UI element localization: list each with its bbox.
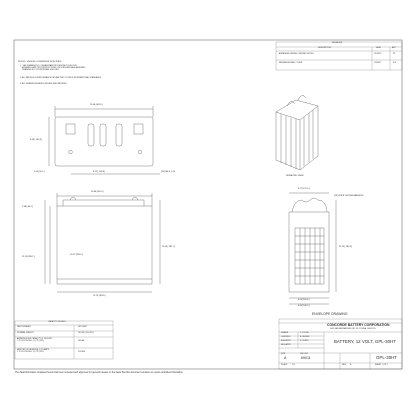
dim-front-left-height: 11.15 [283.2 ] <box>22 256 35 258</box>
dim-front-bottom-width: 12.75 [323.9 ] <box>93 295 106 297</box>
checked-label: CHECKED <box>281 336 291 338</box>
rev-value: B <box>350 364 352 366</box>
note-item-2: 2. ALL RATINGS & PERFORMANCE PER BATTERY COUNCIL INTERNATIONAL STANDARDS <box>20 77 101 79</box>
drawn-label: DRAWN <box>281 332 289 334</box>
note-item-3: 3. ALL DIMENSIONS ARE IN INCHES (MILLIMETERS) <box>20 83 67 85</box>
capacity-row-1-value: GPL-30HT <box>78 326 88 328</box>
dim-top-terminal-callout: (2X) M6 X 1.25 <box>161 171 175 173</box>
revisions-table <box>276 42 402 70</box>
isometric-view <box>276 95 318 170</box>
export-control-footer: The data/information contained herein has been reviewed and approved for general release on the basis that this document contains no export-controlled information. <box>15 372 184 374</box>
checked-value: E. SHIVER <box>300 336 310 338</box>
drawing-title: BATTERY, 12 VOLT, GPL-30HT <box>334 339 396 344</box>
revision-row-1-approved: RT <box>393 53 396 55</box>
dim-side-bottom-width2: 6.69 [169.9 ] <box>298 305 310 307</box>
capacity-table-title: CAPACITY DETAILS <box>48 321 66 323</box>
revisions-col-approved: APP <box>392 47 396 49</box>
scale-label: SCALE <box>281 364 288 366</box>
rev-label: REV <box>342 364 346 366</box>
company-name: CONCORDE BATTERY CORPORATION <box>327 323 390 327</box>
drawn-value: J.T. FORD <box>300 332 309 334</box>
revisions-header: REVISIONS <box>332 42 343 44</box>
dim-top-terminal-spacing: 6.25 [ 158.8 ] <box>93 171 106 173</box>
revision-row-1-description: ARRANGED WIRING, REVISED NOTES <box>279 53 314 55</box>
capacity-row-2-value: 70 LBS [ 31.8 KG ] <box>78 332 94 334</box>
capacity-row-4-label: MINUTES OF RESERVE @ 25 AMPS 1.75 VOLTS/CELL @ 77F (25C) <box>17 349 50 353</box>
part-number-value: GPL-30HT <box>376 355 397 360</box>
dim-front-total-height: 10.17 [258.3 ] <box>70 254 83 256</box>
dim-side-bottom-width: 6.52 [165.6 ] <box>298 299 310 301</box>
dim-front-overall: 13.46 [341.9 ] <box>91 191 104 193</box>
dim-top-overall: 13.46 [341.9 ] <box>90 104 103 106</box>
sheet-label: SHEET 1 OF 1 <box>375 364 388 366</box>
capacity-row-3-label: AMPERE HOUR CAPACITY @ 20 HOUR 1.75 VOLTS/CELL @ 77F (25C) <box>17 338 53 342</box>
front-view <box>45 193 160 292</box>
eng-appr-label: ENG APPR <box>281 340 291 342</box>
company-address: 2009 SAN BERNARDINO RD. W. COVINA, CA 91790 <box>330 328 376 330</box>
dim-front-small-offset: 2.38 [ 60.5 ] <box>22 206 33 208</box>
dim-side-handle-note: (2X) ROPE LIFTING HANDLES <box>334 195 364 197</box>
revisions-col-date: DATE <box>376 47 381 49</box>
revision-row-2-date: 11/28/17 <box>374 62 382 64</box>
envelope-drawing-label: ENVELOPE DRAWING <box>312 312 348 316</box>
sheet-border <box>14 40 402 369</box>
revision-row-2-approved: RJL <box>393 62 397 64</box>
dim-side-top-width: 6.77 [172.0 ] <box>298 188 310 190</box>
eng-appr-value: K. PERRY <box>300 340 309 342</box>
revision-row-1-date: 12/16/13 <box>374 53 382 55</box>
dim-top-left-depth: 6.69 [ 169.9 ] <box>30 139 43 141</box>
revisions-col-description: DESCRIPTION <box>318 47 331 49</box>
notes-title: NOTES: UNLESS OTHERWISE SPECIFIED <box>18 61 62 63</box>
mfg-appr-label: MFG APPR <box>281 344 291 346</box>
dwg-no-label: DWG NO. <box>300 353 309 355</box>
dim-front-handle-height: 11.09 [ 281.7 ] <box>162 246 176 248</box>
dwg-no-value: 69011 <box>301 356 311 360</box>
scale-value: 1:8 <box>292 364 295 366</box>
capacity-row-1-label: PART NUMBER <box>17 326 31 328</box>
dim-top-left-offset: 1.65 [41.9 ] <box>34 171 45 173</box>
size-label: SIZE <box>281 353 286 355</box>
isometric-view-label: ISOMETRIC VIEW <box>286 175 304 177</box>
note-item-1: 1. SEE DRAWING NO. CB-BAM MAIN PROCEDURE P-1000 FOR ASSEMBLY AND TEST INSTRUCTIONS, PROCEDURES AND ASSEMBLY DRAWING NO. FOR INTERNAL USE ONLY <box>20 65 86 71</box>
dim-side-right-height: 11.15 [ 283.2 ] <box>339 246 353 248</box>
side-view <box>289 193 336 304</box>
top-view <box>49 106 160 174</box>
capacity-row-4-value: 210 MIN <box>78 351 86 353</box>
revision-row-2-description: REDIMENSIONED COVER <box>279 62 303 64</box>
capacity-row-3-value: 100 AH <box>78 340 85 342</box>
size-value: A <box>284 356 287 360</box>
capacity-row-2-label: NOMINAL WEIGHT <box>17 332 34 334</box>
